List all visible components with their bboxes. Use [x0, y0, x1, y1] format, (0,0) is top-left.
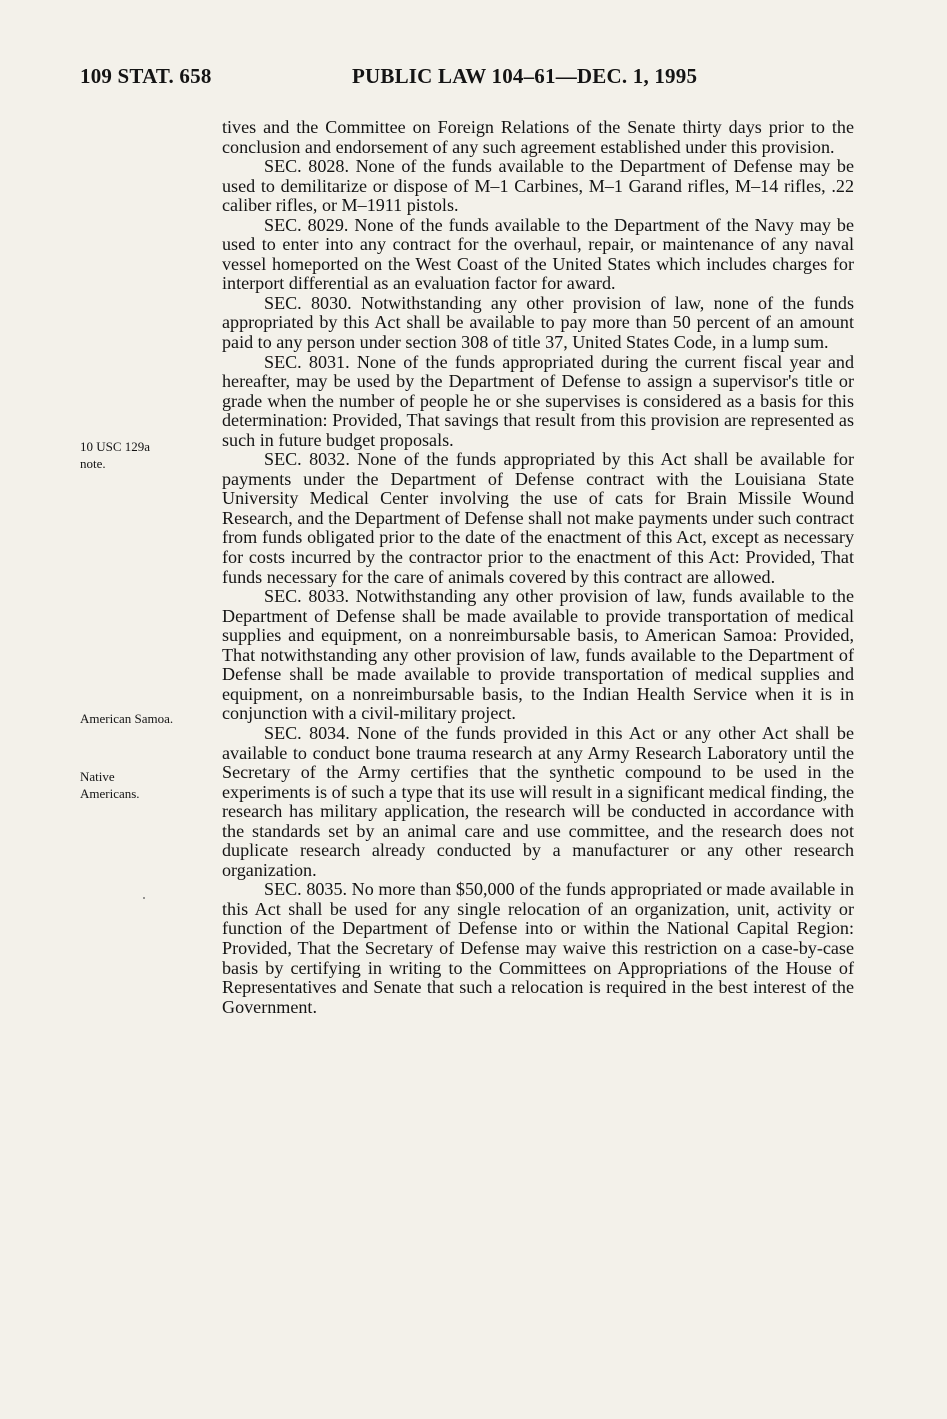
section-8035: SEC. 8035. No more than $50,000 of the funds appropriated or made available in this Act shall be used for any single relocation of an organization, unit, activity or function of the Department of Defense into or within the National Capital Region: Provided, That the Secretary of Defense may waive this restriction on a case-by-case basis by certifying in writing to the Committees on Appropriations of the House of Representatives and Senate that such a relocation is required in the best interest of the Government.: [222, 879, 854, 1017]
section-8031: SEC. 8031. None of the funds appropriated during the current fiscal year and hereafter, may be used by the Department of Defense to assign a supervisor's title or grade when the number of people he or she supervises is considered as a basis for this determination: Provided, That savings that result from this provision are represented as such in future budget proposals.: [222, 351, 854, 450]
section-8029: SEC. 8029. None of the funds available to the Department of the Navy may be used to enter into any contract for the overhaul, repair, or maintenance of any naval vessel homeported on the West Coast of the United States which includes charges for interport differential as an evaluation factor for award.: [222, 214, 854, 294]
scan-speck: [143, 897, 145, 899]
margin-note-native-line2: Americans.: [80, 786, 140, 801]
margin-note-usc: [80, 438, 220, 472]
section-8032: SEC. 8032. None of the funds appropriated by this Act shall be available for payments under the Department of Defense contract with the Louisiana State University Medical Center involving the use of cats for Brain Missile Wound Research, and the Department of Defense shall not make payments under such contract from funds obligated prior to the date of the enactment of this Act, except as necessary for costs incurred by the contractor prior to the enactment of this Act: Provided, That funds necessary for the care of animals covered by this contract are allowed.: [222, 449, 854, 587]
statute-page-number: 109 STAT. 658: [80, 64, 212, 88]
margin-note-american-samoa: [80, 710, 220, 727]
margin-note-usc-line2: note.: [80, 456, 106, 471]
document-body: [222, 118, 854, 1017]
margin-note-usc-line1: 10 USC 129a: [80, 439, 151, 454]
section-8034: SEC. 8034. None of the funds provided in this Act or any other Act shall be available to conduct bone trauma research at any Army Research Laboratory until the Secretary of the Army certifies that the synthetic compound to be used in the experiments is of such a type that its use will result in a significant medical finding, the research has military application, the research will be conducted in accordance with the standards set by an animal care and use committee, and the research does not duplicate research already conducted by a manufacturer or any other research organization.: [222, 722, 854, 880]
margin-note-american-samoa-text: American Samoa.: [80, 711, 174, 726]
section-8030: SEC. 8030. Notwithstanding any other provision of law, none of the funds appropriated by this Act shall be available to pay more than 50 percent of an amount paid to any person under section 308 of title 37, United States Code, in a lump sum.: [222, 292, 854, 353]
section-8033: SEC. 8033. Notwithstanding any other provision of law, funds available to the Department of Defense shall be made available to provide transportation of medical supplies and equipment, on a nonreimbursable basis, to American Samoa: Provided, That notwithstanding any other provision of law, funds available to the Department of Defense shall be made available to provide transportation of medical supplies and equipment, on a nonreimbursable basis, to the Indian Health Service when it is in conjunction with a civil-military project.: [222, 586, 854, 724]
margin-note-native-line1: Native: [80, 769, 115, 784]
public-law-title: PUBLIC LAW 104–61—DEC. 1, 1995: [352, 64, 698, 88]
margin-note-native-americans: [80, 768, 220, 802]
section-8028: SEC. 8028. None of the funds available to the Department of Defense may be used to demilitarize or dispose of M–1 Carbines, M–1 Garand rifles, M–14 rifles, .22 caliber rifles, or M–1911 pistols.: [222, 156, 854, 216]
paragraph-continuation: tives and the Committee on Foreign Relations of the Senate thirty days prior to the conclusion and endorsement of any such agreement established under this provision.: [222, 117, 854, 157]
page-header: [80, 64, 870, 94]
